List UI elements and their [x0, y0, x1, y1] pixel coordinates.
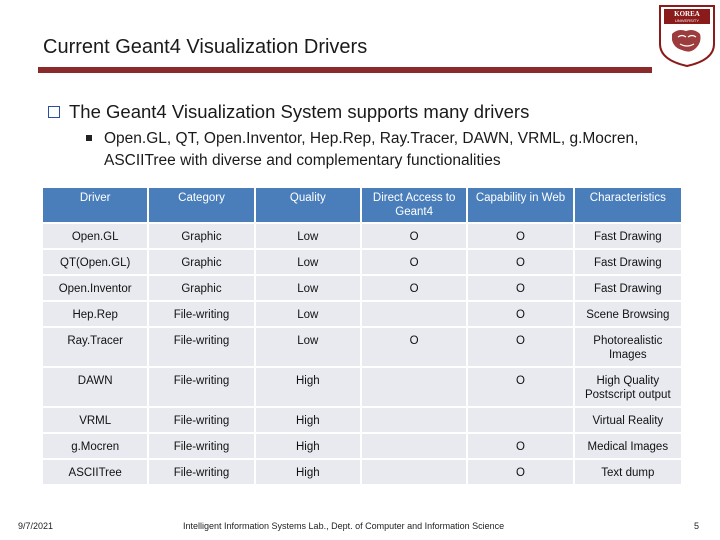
cell-category: File-writing: [149, 434, 253, 458]
table-header-row: [43, 188, 681, 222]
cell-quality: Low: [256, 224, 360, 248]
cell-web-capability: O: [468, 276, 572, 300]
cell-direct-access: [362, 368, 466, 406]
cell-web-capability: O: [468, 250, 572, 274]
cell-web-capability: O: [468, 302, 572, 326]
cell-characteristics: Fast Drawing: [575, 250, 681, 274]
square-bullet-icon: [86, 135, 92, 141]
cell-quality: High: [256, 434, 360, 458]
table-row: [43, 328, 681, 366]
cell-driver: ASCIITree: [43, 460, 147, 484]
cell-direct-access: [362, 408, 466, 432]
cell-driver: Open.Inventor: [43, 276, 147, 300]
main-bullet-text: The Geant4 Visualization System supports many drivers: [69, 101, 530, 122]
drivers-table: [41, 186, 683, 486]
cell-characteristics: Text dump: [575, 460, 681, 484]
cell-direct-access: [362, 434, 466, 458]
cell-category: File-writing: [149, 368, 253, 406]
cell-category: File-writing: [149, 302, 253, 326]
sub-bullet-text: Open.GL, QT, Open.Inventor, Hep.Rep, Ray.Tracer, DAWN, VRML, g.Mocren, ASCIITree with diverse and complementary functionalities: [104, 130, 639, 169]
cell-web-capability: O: [468, 368, 572, 406]
cell-direct-access: [362, 460, 466, 484]
table-row: [43, 408, 681, 432]
logo-text-top: KOREA: [674, 10, 700, 18]
cell-characteristics: Medical Images: [575, 434, 681, 458]
page-number: 5: [694, 521, 700, 531]
cell-direct-access: O: [362, 328, 466, 366]
table-row: [43, 302, 681, 326]
cell-quality: Low: [256, 276, 360, 300]
slide-title: Current Geant4 Visualization Drivers: [43, 36, 368, 58]
cell-quality: Low: [256, 328, 360, 366]
header-category: Category: [149, 188, 253, 222]
cell-driver: DAWN: [43, 368, 147, 406]
cell-quality: High: [256, 408, 360, 432]
cell-direct-access: [362, 302, 466, 326]
cell-web-capability: O: [468, 460, 572, 484]
cell-category: Graphic: [149, 250, 253, 274]
cell-driver: VRML: [43, 408, 147, 432]
university-logo: [656, 4, 718, 68]
table-row: [43, 368, 681, 406]
header-web-capability: Capability in Web: [468, 188, 572, 222]
cell-driver: g.Mocren: [43, 434, 147, 458]
checkbox-bullet-icon: [48, 106, 60, 118]
cell-web-capability: O: [468, 434, 572, 458]
cell-category: File-writing: [149, 408, 253, 432]
cell-driver: QT(Open.GL): [43, 250, 147, 274]
cell-quality: High: [256, 460, 360, 484]
cell-web-capability: O: [468, 224, 572, 248]
table-row: [43, 276, 681, 300]
main-bullet: [48, 101, 529, 123]
cell-quality: Low: [256, 302, 360, 326]
table-row: [43, 434, 681, 458]
cell-characteristics: Photorealistic Images: [575, 328, 681, 366]
table-row: [43, 250, 681, 274]
table-row: [43, 224, 681, 248]
header-quality: Quality: [256, 188, 360, 222]
cell-web-capability: [468, 408, 572, 432]
logo-text-sub: UNIVERSITY: [674, 18, 700, 23]
cell-driver: Ray.Tracer: [43, 328, 147, 366]
sub-bullet: [86, 128, 686, 172]
header-direct-access: Direct Access to Geant4: [362, 188, 466, 222]
cell-category: Graphic: [149, 224, 253, 248]
title-divider: [38, 67, 652, 73]
cell-characteristics: Virtual Reality: [575, 408, 681, 432]
cell-category: File-writing: [149, 460, 253, 484]
cell-web-capability: O: [468, 328, 572, 366]
cell-driver: Open.GL: [43, 224, 147, 248]
cell-driver: Hep.Rep: [43, 302, 147, 326]
cell-direct-access: O: [362, 276, 466, 300]
table-row: [43, 460, 681, 484]
cell-quality: Low: [256, 250, 360, 274]
footer-lab-name: Intelligent Information Systems Lab., Dept. of Computer and Information Science: [183, 521, 505, 531]
header-characteristics: Characteristics: [575, 188, 681, 222]
header-driver: Driver: [43, 188, 147, 222]
cell-direct-access: O: [362, 224, 466, 248]
cell-category: Graphic: [149, 276, 253, 300]
cell-characteristics: Fast Drawing: [575, 224, 681, 248]
footer-date: 9/7/2021: [18, 521, 54, 531]
cell-direct-access: O: [362, 250, 466, 274]
cell-characteristics: Scene Browsing: [575, 302, 681, 326]
cell-quality: High: [256, 368, 360, 406]
cell-characteristics: High Quality Postscript output: [575, 368, 681, 406]
cell-characteristics: Fast Drawing: [575, 276, 681, 300]
cell-category: File-writing: [149, 328, 253, 366]
